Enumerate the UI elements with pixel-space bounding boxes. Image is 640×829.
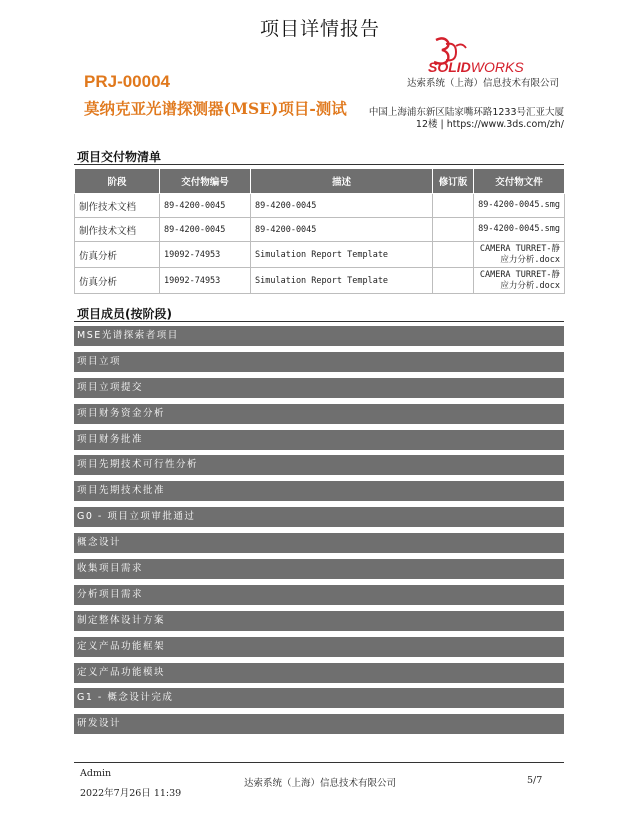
logo-text-light: WORKS [470,59,524,74]
cell-phase: 制作技术文档 [75,194,160,218]
footer-divider [74,762,564,763]
column-header-number: 交付物编号 [160,169,251,194]
phase-row: 定义产品功能模块 [74,663,564,683]
footer-user: Admin [80,768,112,779]
phase-row: 项目先期技术可行性分析 [74,455,564,475]
phase-row: 项目财务资金分析 [74,404,564,424]
cell-number: 89-4200-0045 [160,194,251,218]
column-header-description: 描述 [251,169,433,194]
cell-description: Simulation Report Template [251,268,433,294]
column-header-file: 交付物文件 [474,169,565,194]
cell-number: 89-4200-0045 [160,218,251,242]
phase-row: 分析项目需求 [74,585,564,605]
phase-row: G0 - 项目立项审批通过 [74,507,564,527]
table-row [75,194,565,218]
footer-datetime: 2022年7月26日 11:39 [80,788,182,799]
cell-number: 19092-74953 [160,242,251,268]
address-line-2: 12楼 | https://www.3ds.com/zh/ [415,119,564,130]
cell-phase: 制作技术文档 [75,218,160,242]
phase-row: 项目立项 [74,352,564,372]
cell-description: Simulation Report Template [251,242,433,268]
company-address [369,107,564,131]
cell-revision [433,268,474,294]
cell-file: CAMERA TURRET-静应力分析.docx [474,242,565,268]
phase-row: 项目先期技术批准 [74,481,564,501]
address-line-1: 中国上海浦东新区陆家嘴环路1233号汇亚大厦 [368,107,564,118]
phase-row: 项目财务批准 [74,430,564,450]
project-name: 莫纳克亚光谱探测器(MSE)项目-测试 [84,99,347,118]
phase-row: 项目立项提交 [74,378,564,398]
logo-text-bold: SOLID [428,59,471,74]
cell-number: 19092-74953 [160,268,251,294]
table-row [75,218,565,242]
page-title: 项目详情报告 [259,18,380,40]
members-section-title: 项目成员(按阶段) [77,307,172,321]
footer-company: 达索系统（上海）信息技术有限公司 [243,778,396,789]
phase-row: G1 - 概念设计完成 [74,688,564,708]
section-divider [74,321,564,322]
phase-row: 制定整体设计方案 [74,611,564,631]
column-header-revision: 修订版 [433,169,474,194]
company-name: 达索系统（上海）信息技术有限公司 [406,78,559,89]
phase-list [74,326,564,740]
cell-revision [433,218,474,242]
section-divider [74,164,564,165]
svg-text:SOLIDWORKS [428,59,524,74]
deliverables-section-title: 项目交付物清单 [77,150,162,164]
cell-phase: 仿真分析 [75,242,160,268]
cell-file: 89-4200-0045.smg [474,218,565,242]
3ds-logo-icon [426,34,566,74]
cell-phase: 仿真分析 [75,268,160,294]
deliverables-table [74,168,565,294]
phase-row: 收集项目需求 [74,559,564,579]
phase-row: MSE光谱探索者项目 [74,326,564,346]
phase-row: 研发设计 [74,714,564,734]
cell-file: 89-4200-0045.smg [474,194,565,218]
cell-file: CAMERA TURRET-静应力分析.docx [474,268,565,294]
cell-description: 89-4200-0045 [251,218,433,242]
table-row [75,268,565,294]
table-row [75,242,565,268]
cell-revision [433,194,474,218]
phase-row: 概念设计 [74,533,564,553]
page-number: 5/7 [527,775,543,786]
phase-row: 定义产品功能框架 [74,637,564,657]
solidworks-logo [426,34,566,74]
project-id: PRJ-00004 [84,72,171,91]
table-header-row [75,169,565,194]
cell-description: 89-4200-0045 [251,194,433,218]
cell-revision [433,242,474,268]
column-header-phase: 阶段 [75,169,160,194]
